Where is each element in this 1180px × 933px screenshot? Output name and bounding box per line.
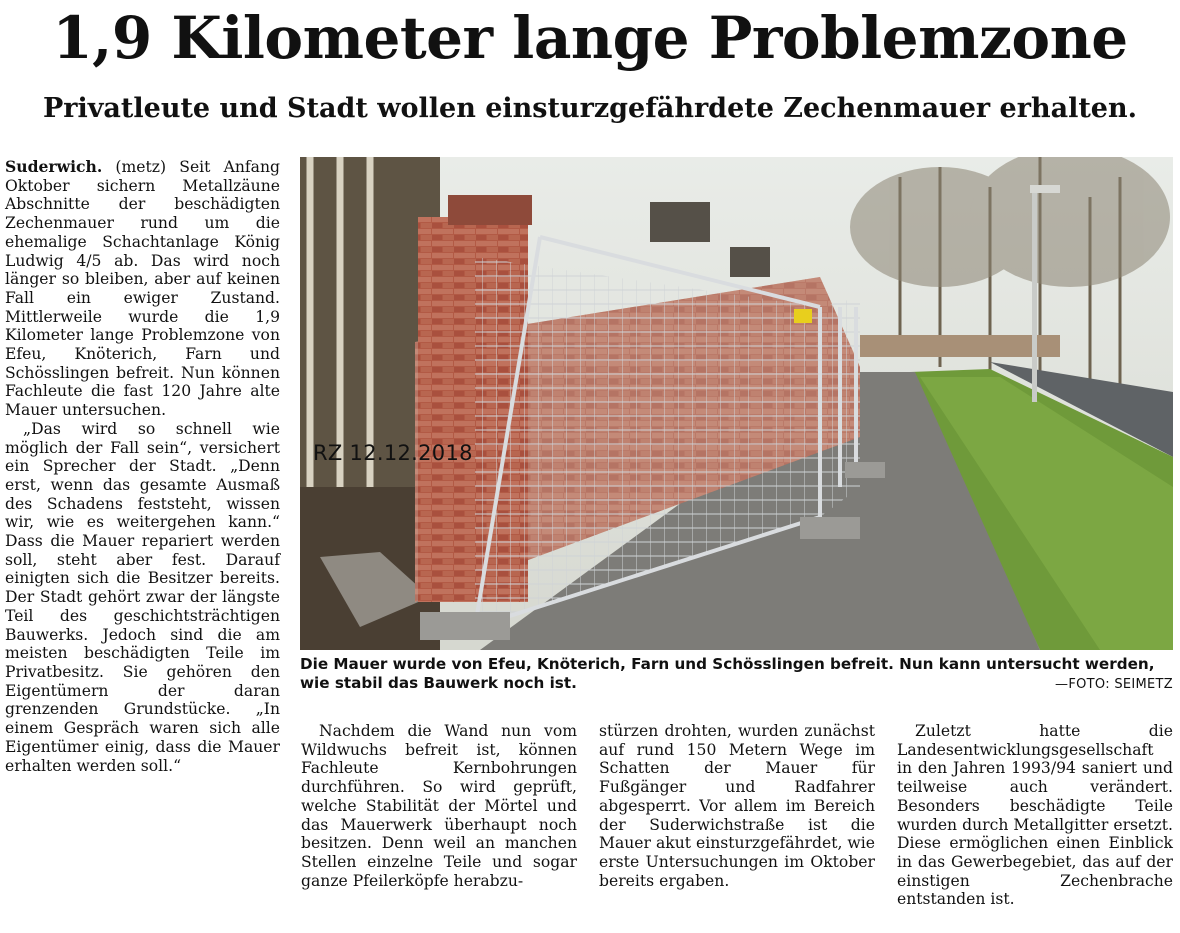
photo-credit: —FOTO: SEIMETZ (1055, 677, 1173, 692)
photo-wall-fence-illustration (300, 157, 1173, 650)
lead-text: (metz) Seit Anfang Oktober sichern Metallzäune Abschnitte der beschädigten Zechenmauer rund um die ehemalige Schachtanlage König Ludwig 4/5 ab. Das wird noch länger so bleiben, aber auf keinen Fall ein ewiger Zustand. Mittlerweile wurde die 1,9 Kilometer lange Problemzone von Efeu, Knöterich, Farn und Schösslingen befreit. Nun können Fachleute die fast 120 Jahre alte Mauer untersuchen. (5, 158, 280, 420)
article-column-4 (897, 722, 1173, 909)
photo-date-stamp: RZ 12.12.2018 (313, 441, 473, 465)
column-3-paragraph: stürzen drohten, wurden zunächst auf rund 150 Metern Wege im Schatten der Mauer für Fußgänger und Radfahrer abgesperrt. Vor allem im Bereich der Suderwichstraße ist die Mauer akut einsturzgefährdet, wie erste Untersuchungen im Oktober bereits ergaben. (599, 722, 875, 890)
column-2-paragraph: Nachdem die Wand nun vom Wildwuchs befreit ist, können Fachleute Kernbohrungen durchführen. So wird geprüft, welche Stabilität der Mörtel und das Mauerwerk überhaupt noch besitzen. Denn weil an manchen Stellen einzelne Teile und sogar ganze Pfeilerköpfe herabzu- (301, 722, 577, 890)
column-4-paragraph: Zuletzt hatte die Landesentwicklungsgesellschaft in den Jahren 1993/94 saniert und teilweise auch verändert. Besonders beschädigte Teile wurden durch Metallgitter ersetzt. Diese ermöglichen einen Einblick in das Gewerbegebiet, das auf der einstigen Zechenbrache entstanden ist. (897, 722, 1173, 909)
column-1-paragraph-2: „Das wird so schnell wie möglich der Fall sein“, versichert ein Sprecher der Stadt. „Denn erst, wenn das gesamte Ausmaß des Schadens feststeht, wissen wir, wie es weitergehen kann.“ Dass die Mauer repariert werden soll, steht aber fest. Darauf einigten sich die Besitzer bereits. Der Stadt gehört zwar der längste Teil des geschichtsträchtigen Bauwerks. Jedoch sind die am meisten beschädigten Teile im Privatbesitz. Sie gehören den Eigentümern der daran grenzenden Grundstücke. „In einem Gespräch waren sich alle Eigentümer einig, dass die Mauer erhalten werden soll.“ (5, 419, 280, 775)
article-photo (300, 157, 1173, 650)
dateline: Suderwich. (5, 157, 103, 176)
article-headline: 1,9 Kilometer lange Problemzone (52, 4, 1128, 72)
photo-caption: Die Mauer wurde von Efeu, Knöterich, Farn und Schösslingen befreit. Nun kann untersucht werden, wie stabil das Bauwerk noch ist. (300, 655, 1155, 692)
article-subheadline: Privatleute und Stadt wollen einsturzgefährdete Zechenmauer erhalten. (42, 93, 1138, 124)
article-column-1 (5, 158, 280, 775)
article-column-2 (301, 722, 577, 890)
column-1-paragraph-1 (5, 158, 280, 420)
article-column-3 (599, 722, 875, 890)
